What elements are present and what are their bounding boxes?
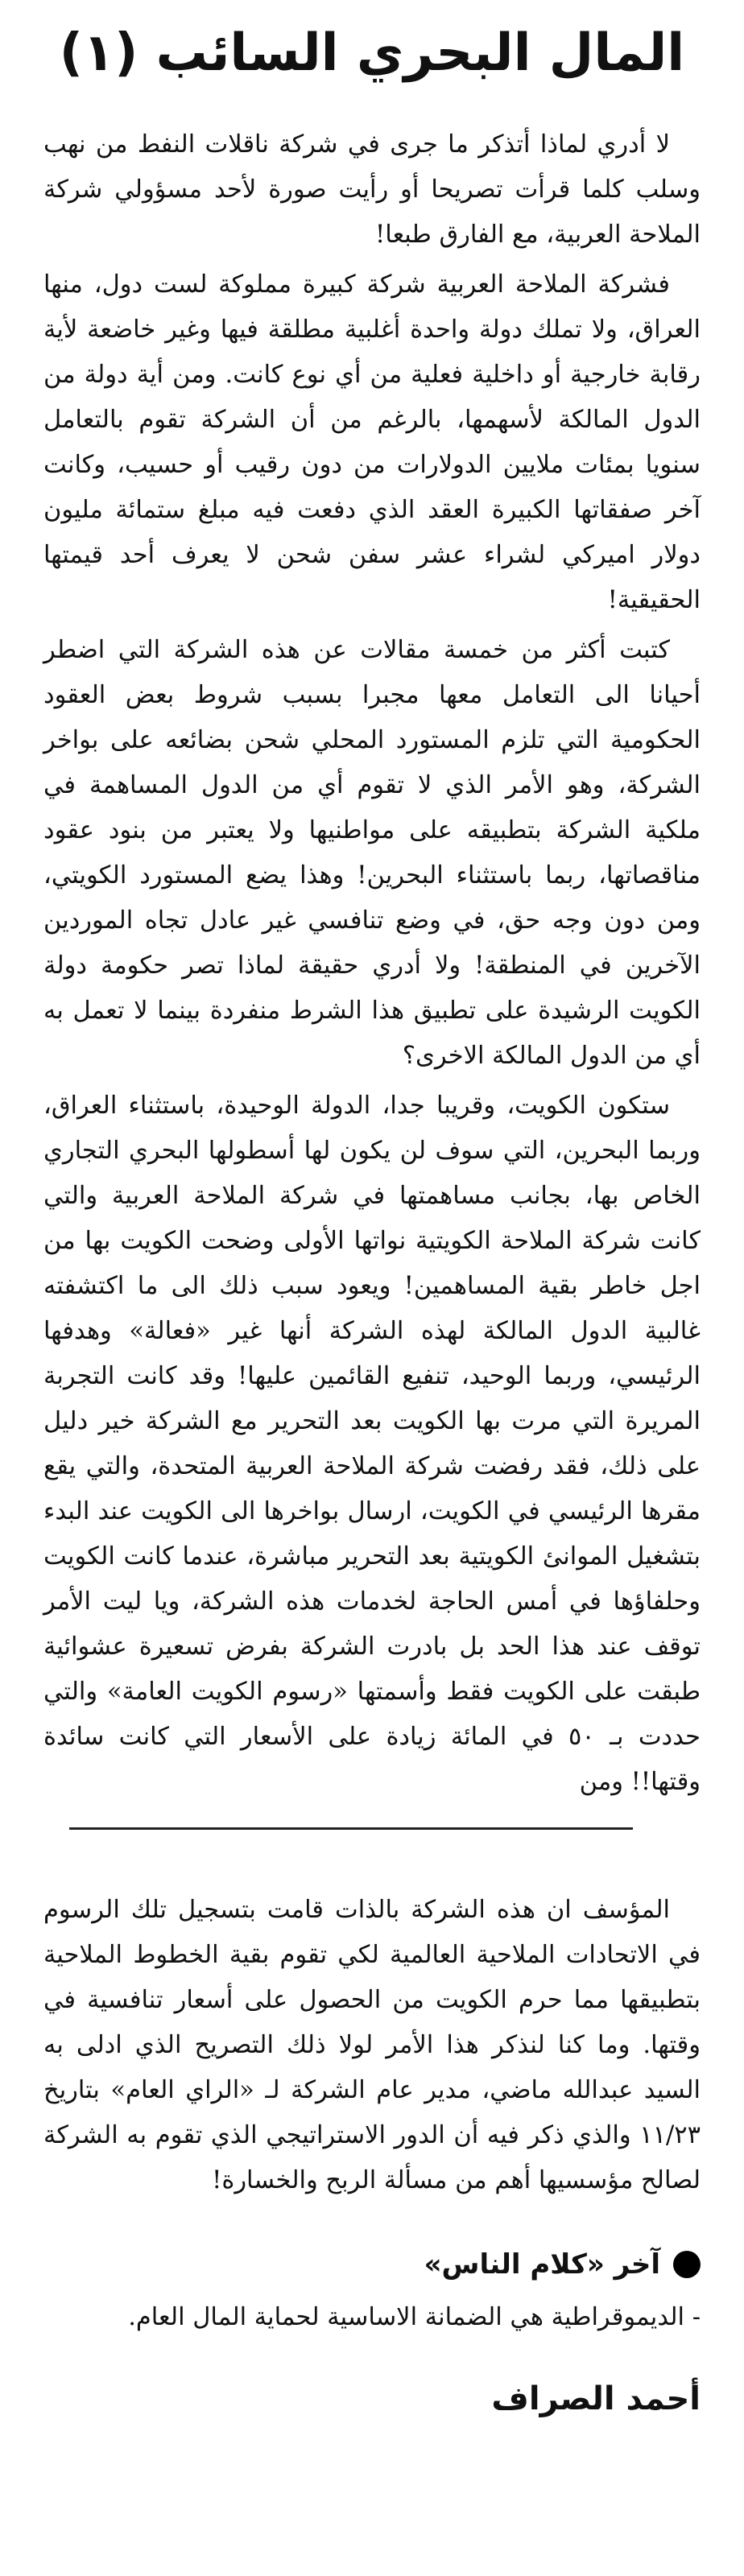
paragraph-4: ستكون الكويت، وقريبا جدا، الدولة الوحيدة، باستثناء العراق، وربما البحرين، التي سوف لن يكون لها أسطولها البحري التجاري الخاص بها، بجانب مساهمتها في شركة الملاحة العربية والتي كانت شركة الملاحة الكويتية نواتها الأولى وضحت الكويت بها من اجل خاطر بقية المساهمين! ويعود سبب ذلك الى ما اكتشفته غالبية الدول المالكة لهذه الشركة أنها غير «فعالة» وهدفها الرئيسي، وربما الوحيد، تنفيع القائمين عليها! وقد كانت التجربة المريرة التي مرت بها الكويت بعد التحرير مع الشركة خير دليل على ذلك، فقد رفضت شركة الملاحة العربية المتحدة، والتي يقع مقرها الرئيسي في الكويت، ارسال بواخرها الى الكويت عند البدء بتشغيل الموانئ الكويتية بعد التحرير مباشرة، عندما كانت الكويت وحلفاؤها في أمس الحاجة لخدمات هذه الشركة، ويا ليت الأمر توقف عند هذا الحد بل بادرت الشركة بفرض تسعيرة عشوائية طبقت على الكويت فقط وأسمتها «رسوم الكويت العامة» والتي حددت بـ ٥٠ في المائة زيادة على الأسعار التي كانت سائدة وقتها!! ومن: [43, 1092, 701, 1796]
paragraph-1: لا أدري لماذا أتذكر ما جرى في شركة ناقلات النفط من نهب وسلب كلما قرأت تصريحا أو رأيت صورة لأحد مسؤولي شركة الملاحة العربية، مع الفارق طبعا!: [43, 130, 701, 249]
paragraph-5: المؤسف ان هذه الشركة بالذات قامت بتسجيل تلك الرسوم في الاتحادات الملاحية العالمية لكي تقوم بقية الخطوط الملاحية بتطبيقها مما حرم الكويت من الحصول على أسعار تنافسية في وقتها. وما كنا لنذكر هذا الأمر لولا ذلك التصريح الذي ادلى به السيد عبدالله ماضي، مدير عام الشركة لـ «الراي العام» بتاريخ ١١/٢٣ والذي ذكر فيه أن الدور الاستراتيجي الذي تقوم به الشركة لصالح مؤسسيها أهم من مسألة الربح والخسارة!: [43, 1896, 701, 2194]
closing-heading-text: آخر «كلام الناس»: [424, 2248, 660, 2281]
article-title: المال البحري السائب (١): [59, 23, 685, 83]
author-signature: أحمد الصراف: [491, 2380, 701, 2417]
closing-section-text: - الديموقراطية هي الضمانة الاساسية لحماية المال العام.: [128, 2303, 701, 2331]
closing-section-heading: [43, 2240, 701, 2289]
bullet-dot-icon: [673, 2251, 701, 2278]
article-body: [43, 122, 701, 2203]
column-gap: [43, 1830, 701, 1888]
paragraph-2: فشركة الملاحة العربية شركة كبيرة مملوكة لست دول، منها العراق، ولا تملك دولة واحدة أغلبية مطلقة فيها وغير خاضعة لأية رقابة خارجية أو داخلية فعلية من أي نوع كانت. ومن أية دولة من الدول المالكة لأسهمها، بالرغم من أن الشركة تقوم بالتعامل سنويا بمئات ملايين الدولارات من دون رقيب أو حسيب، وكانت آخر صفقاتها الكبيرة العقد الذي دفعت فيه مبلغ ستمائة مليون دولار اميركي لشراء عشر سفن شحن لا يعرف أحد قيمتها الحقيقية!: [43, 270, 701, 614]
paragraph-3: كتبت أكثر من خمسة مقالات عن هذه الشركة التي اضطر أحيانا الى التعامل معها مجبرا بسبب شروط بعض العقود الحكومية التي تلزم المستورد المحلي شحن بضائعه على بواخر الشركة، وهو الأمر الذي لا تقوم أي من الدول المساهمة في ملكية الشركة بتطبيقه على مواطنيها ولا يعتبر من بنود عقود مناقصاتها، ربما باستثناء البحرين! وهذا يضع المستورد الكويتي، ومن دون وجه حق، في وضع تنافسي غير عادل تجاه الموردين الآخرين في المنطقة! ولا أدري حقيقة لماذا تصر حكومة دولة الكويت الرشيدة على تطبيق هذا الشرط منفردة بينما لا تعمل به أي من الدول المالكة الاخرى؟: [43, 636, 701, 1070]
